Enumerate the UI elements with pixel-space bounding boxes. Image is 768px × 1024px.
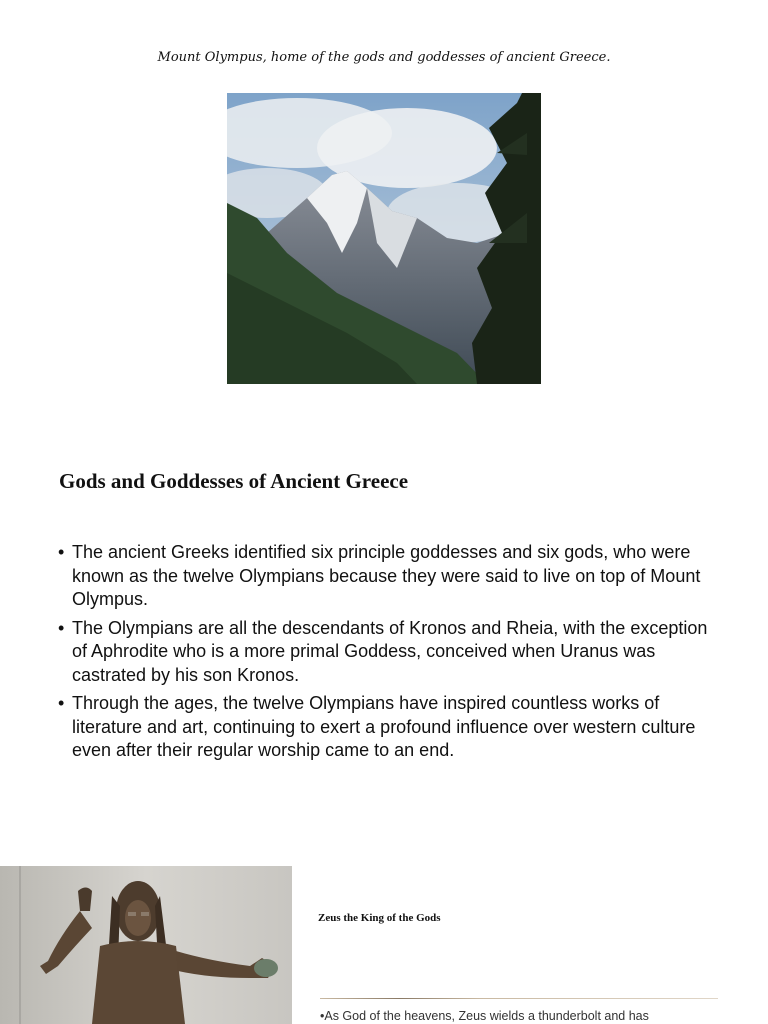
photo-caption: Mount Olympus, home of the gods and goddesses of ancient Greece. [157, 50, 611, 65]
section-title: Gods and Goddesses of Ancient Greece [59, 469, 409, 493]
bullet-text: Through the ages, the twelve Olympians have inspired countless works of literature and art, continuing to exert a profound influence over western culture even after their regular worship came to an end. [72, 693, 696, 760]
bullet-marker: • [58, 542, 65, 562]
zeus-description: •As God of the heavens, Zeus wields a thunderbolt and has [320, 1009, 649, 1023]
list-item [58, 692, 718, 763]
zeus-section-title: Zeus the King of the Gods [318, 912, 441, 924]
mount-olympus-photo [227, 93, 541, 384]
bullet-marker: • [58, 617, 65, 638]
bullet-list [58, 541, 718, 768]
divider-line [320, 998, 718, 999]
list-item [58, 541, 718, 612]
zeus-statue-photo [0, 866, 292, 1024]
bullet-text: The Olympians are all the descendants of Kronos and Rheia, with the exception of Aphrodite who is a more primal Goddess, conceived when Uranus was castrated by his son Kronos. [72, 617, 708, 685]
bullet-marker: • [58, 693, 65, 713]
list-item [58, 617, 718, 688]
bullet-text: The ancient Greeks identified six principle goddesses and six gods, who were known as the twelve Olympians because they were said to live on top of Mount Olympus. [72, 542, 701, 609]
